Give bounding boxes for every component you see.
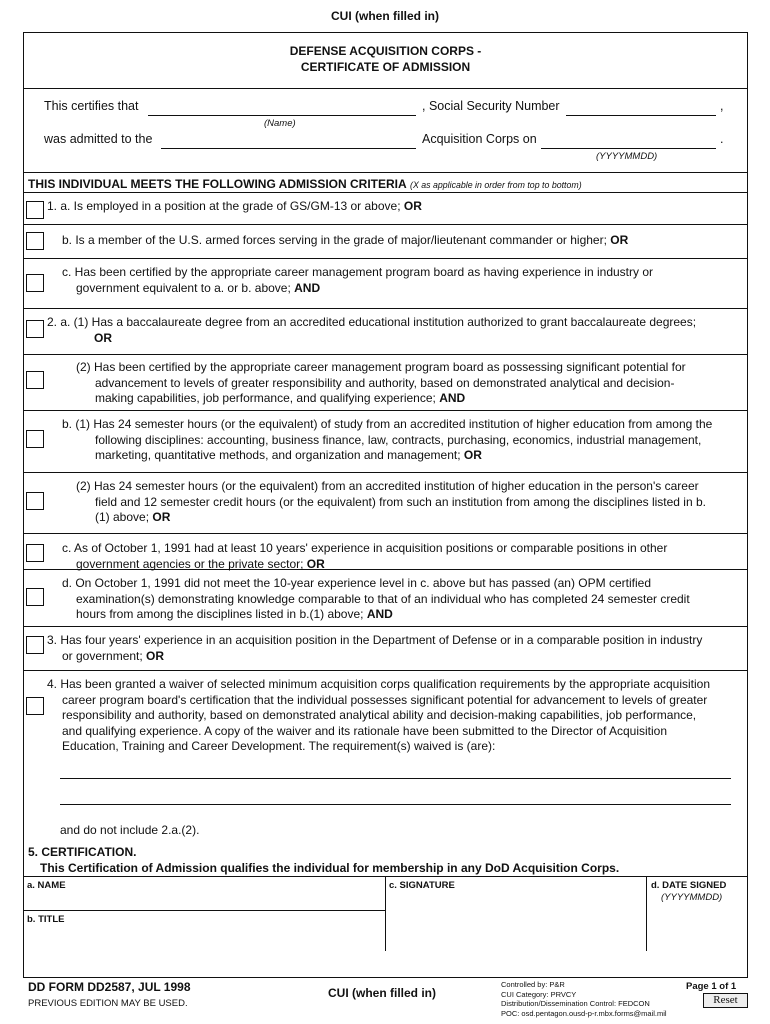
poc: POC: osd.pentagon.ousd-p-r.mbx.forms@mail.mil <box>501 1008 667 1018</box>
criteria-text: (2) Has been certified by the appropriate career management program board as possessing significant potential for <box>76 360 686 374</box>
criteria-text: Education, Training and Career Development. The requirement(s) waived is (are): <box>62 739 496 754</box>
criteria-text: making capabilities, job performance, and qualifying experience; AND <box>95 391 466 406</box>
criteria-checkbox[interactable] <box>26 320 44 338</box>
criteria-conjunction: OR <box>463 448 482 463</box>
criteria-text: government agencies or the private sector; OR <box>76 556 325 571</box>
criteria-row <box>24 259 747 309</box>
name-label: a. NAME <box>27 880 66 891</box>
form-title <box>24 33 747 89</box>
criteria-row <box>24 411 747 473</box>
section5-description: This Certification of Admission qualifies the individual for membership in any DoD Acquisition Corps. <box>40 861 620 875</box>
corps-field[interactable] <box>161 148 416 149</box>
criteria-checkbox[interactable] <box>26 697 44 715</box>
criteria-heading <box>24 173 747 193</box>
date-signed-cell[interactable] <box>647 877 747 951</box>
criteria-row <box>24 570 747 627</box>
criteria-text: (1) above; OR <box>95 510 171 525</box>
cui-header: CUI (when filled in) <box>331 9 439 23</box>
form-title-line1: DEFENSE ACQUISITION CORPS - <box>289 44 482 58</box>
title-cell[interactable] <box>24 911 386 951</box>
criteria-text: field and 12 semester credit hours (or the equivalent) from such an institution from among the disciplines listed in b. <box>95 494 706 509</box>
criteria-conjunction: OR <box>94 330 112 345</box>
criteria-row <box>24 225 747 259</box>
criteria-checkbox[interactable] <box>26 232 44 250</box>
criteria-text: advancement to levels of greater responsibility and authority, based on demonstrated analytical and decision- <box>95 375 675 390</box>
criteria-conjunction: OR <box>152 510 171 525</box>
previous-edition-note: PREVIOUS EDITION MAY BE USED. <box>28 998 188 1009</box>
admission-date-field[interactable] <box>541 148 716 149</box>
signature-grid <box>24 877 747 951</box>
criteria-conjunction: OR <box>146 648 165 663</box>
criteria-conjunction: OR <box>610 233 629 247</box>
waiver-requirement-line[interactable] <box>60 778 731 779</box>
criteria-text: and qualifying experience. A copy of the waiver and its rationale have been submitted to the Director of Acquisition <box>62 723 668 738</box>
criteria-text: d. On October 1, 1991 did not meet the 10-year experience level in c. above but has passed (an) OPM certified <box>62 576 651 590</box>
criteria-checkbox[interactable] <box>26 430 44 448</box>
criteria-checkbox[interactable] <box>26 636 44 654</box>
criteria-text: responsibility and authority, based on demonstrated analytical ability and decision-making capabilities, job performance, <box>62 708 697 723</box>
criteria-text: 1. a. Is employed in a position at the grade of GS/GM-13 or above; OR <box>47 199 422 213</box>
criteria-text: career program board's certification that the individual possesses significant potential for advancement to levels of greater <box>62 692 708 707</box>
signature-cell[interactable] <box>386 877 647 951</box>
criteria-checkbox[interactable] <box>26 274 44 292</box>
criteria-checkbox[interactable] <box>26 544 44 562</box>
certification-statement <box>24 89 747 173</box>
criteria-conjunction: OR <box>306 556 325 571</box>
signature-label: c. SIGNATURE <box>389 880 455 891</box>
section5-heading: 5. CERTIFICATION. <box>28 845 137 859</box>
date-signed-caption: (YYYYMMDD) <box>661 892 723 903</box>
controlled-by: Controlled by: P&R <box>501 980 565 989</box>
criteria-text: hours from among the disciplines listed in b.(1) above; AND <box>76 607 393 622</box>
criteria-conjunction-line <box>94 331 112 347</box>
criteria-text: 4. Has been granted a waiver of selected minimum acquisition corps qualification requirements by the appropriate acquisition <box>47 677 711 691</box>
form-title-line2: CERTIFICATE OF ADMISSION <box>300 60 471 74</box>
criteria-title: THIS INDIVIDUAL MEETS THE FOLLOWING ADMISSION CRITERIA <box>28 177 407 191</box>
cui-category: CUI Category: PRVCY <box>501 989 577 999</box>
certification-section <box>24 841 747 877</box>
criteria-row <box>24 473 747 534</box>
criteria-text: marketing, quantitative methods, and organization and management; OR <box>95 448 482 463</box>
period: . <box>720 132 724 146</box>
criteria-text: or government; OR <box>62 648 165 663</box>
criteria-row <box>24 193 747 225</box>
criteria-checkbox[interactable] <box>26 201 44 219</box>
ssn-field[interactable] <box>566 115 716 116</box>
criteria-text: examination(s) demonstrating knowledge comparable to that of an individual who has completed 24 semester credit <box>76 591 690 606</box>
criteria-conjunction: OR <box>403 199 422 213</box>
criteria-row <box>24 309 747 355</box>
admitted-label: was admitted to the <box>44 132 153 146</box>
criteria-text: 3. Has four years' experience in an acquisition position in the Department of Defense or in a comparable position in industry <box>47 633 703 647</box>
criteria-checkbox[interactable] <box>26 588 44 606</box>
criteria-row <box>24 627 747 671</box>
criteria-row <box>24 671 747 841</box>
criteria-text: b. (1) Has 24 semester hours (or the equivalent) of study from an accredited institution of higher education from among the <box>62 417 713 431</box>
certificate-form <box>23 32 748 978</box>
control-block <box>501 980 667 1018</box>
certifies-label: This certifies that <box>44 99 139 113</box>
criteria-checkbox[interactable] <box>26 492 44 510</box>
waiver-tail-text: and do not include 2.a.(2). <box>60 823 200 837</box>
name-caption: (Name) <box>264 118 296 129</box>
criteria-note: (X as applicable in order from top to bottom) <box>410 180 582 190</box>
name-cell[interactable] <box>24 877 386 911</box>
page-indicator: Page 1 of 1 <box>686 981 737 992</box>
name-field[interactable] <box>148 115 416 116</box>
criteria-text: (2) Has 24 semester hours (or the equivalent) from an accredited institution of higher education in the person's career <box>76 479 699 493</box>
criteria-text: b. Is a member of the U.S. armed forces serving in the grade of major/lieutenant commander or higher; OR <box>62 233 629 247</box>
criteria-text: c. Has been certified by the appropriate career management program board as having experience in industry or <box>62 265 653 279</box>
waiver-requirement-line[interactable] <box>60 804 731 805</box>
criteria-row <box>24 355 747 411</box>
criteria-row <box>24 534 747 570</box>
criteria-checkbox[interactable] <box>26 371 44 389</box>
criteria-conjunction: AND <box>366 607 393 622</box>
criteria-text: c. As of October 1, 1991 had at least 10 years' experience in acquisition positions or comparable positions in other <box>62 541 668 555</box>
comma: , <box>720 99 724 113</box>
reset-button[interactable]: Reset <box>703 993 748 1008</box>
form-number: DD FORM DD2587, JUL 1998 <box>28 980 191 994</box>
date-signed-label: d. DATE SIGNED <box>651 880 727 891</box>
criteria-conjunction: AND <box>294 280 321 295</box>
title-label: b. TITLE <box>27 914 65 925</box>
corps-on-label: Acquisition Corps on <box>422 132 537 146</box>
distribution-control: Distribution/Dissemination Control: FEDCON <box>501 999 650 1009</box>
criteria-conjunction: AND <box>439 391 466 406</box>
cui-footer: CUI (when filled in) <box>328 986 436 1000</box>
date-caption: (YYYYMMDD) <box>596 151 658 162</box>
criteria-text: following disciplines: accounting, business finance, law, contracts, purchasing, economics, industrial management, <box>95 432 702 447</box>
criteria-text: government equivalent to a. or b. above; AND <box>76 280 321 295</box>
criteria-list <box>24 193 747 841</box>
ssn-label: , Social Security Number <box>422 99 560 113</box>
criteria-text: 2. a. (1) Has a baccalaureate degree from an accredited educational institution authorized to grant baccalaureate degrees; <box>47 315 697 329</box>
